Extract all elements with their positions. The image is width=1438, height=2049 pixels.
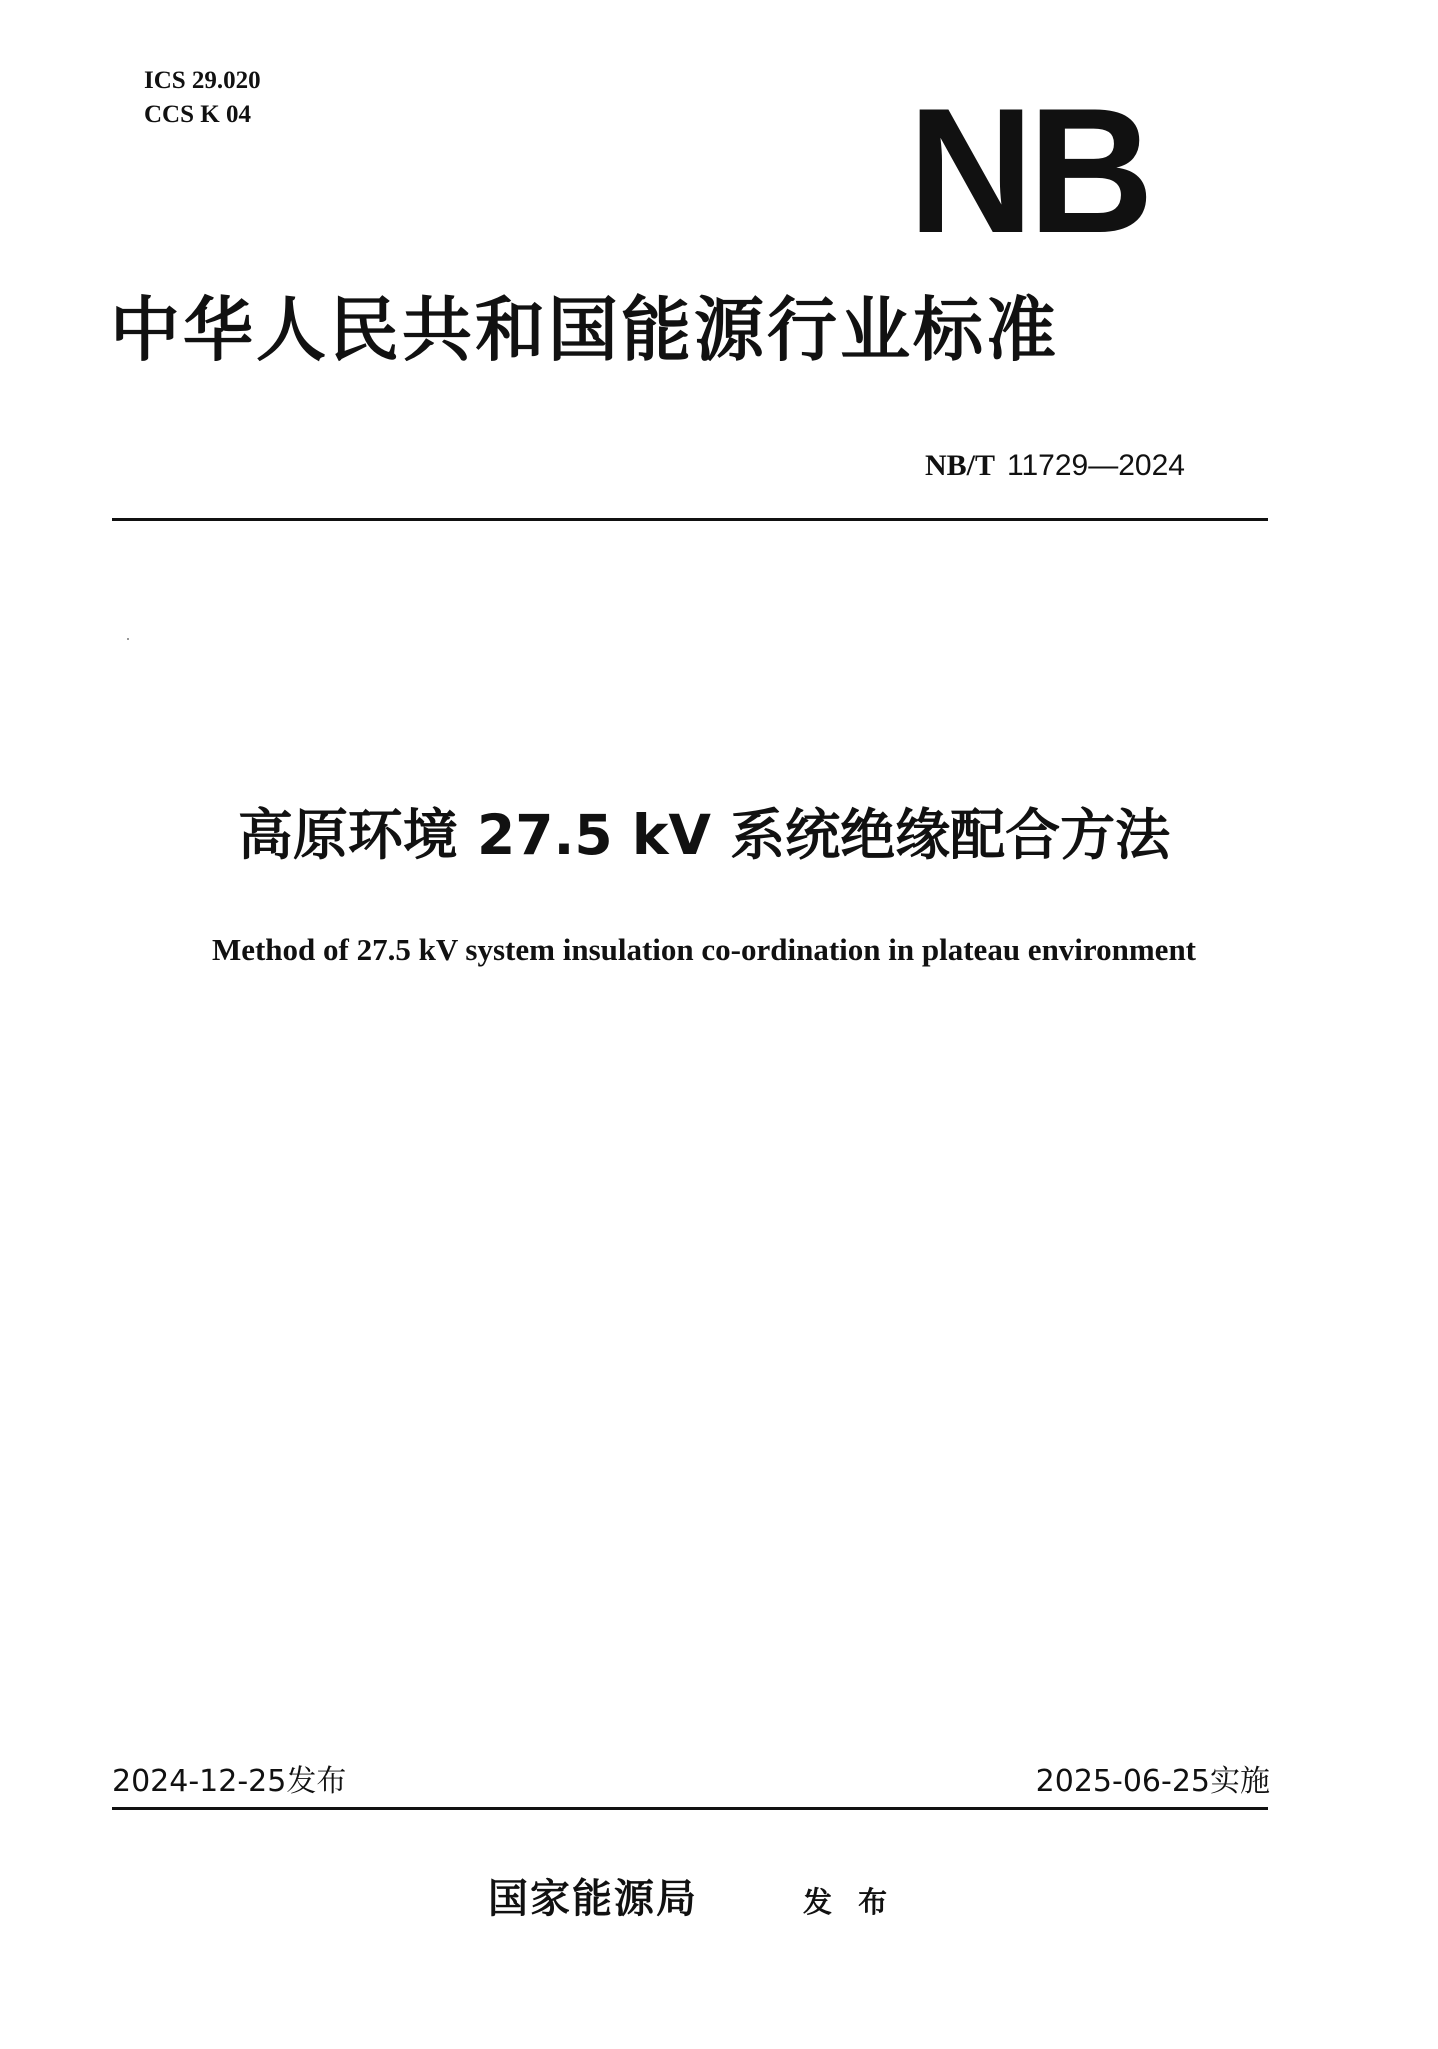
implementation-date: 2025-06-25实施	[1035, 1764, 1270, 1799]
document-title-en: Method of 27.5 kV system insulation co-ordination in plateau environment	[211, 932, 1197, 967]
top-divider	[112, 518, 1268, 521]
issue-date: 2024-12-25发布	[112, 1764, 347, 1799]
bottom-divider	[112, 1807, 1268, 1810]
publish-label: 发 布	[803, 1885, 889, 1919]
nb-logo: NB	[908, 71, 1149, 270]
standard-prefix: NB/T	[925, 449, 996, 482]
document-title-zh: 高原环境 27.5 kV 系统绝缘配合方法	[237, 803, 1171, 867]
ccs-code: CCS K 04	[144, 101, 251, 128]
scan-speck	[127, 638, 129, 640]
publisher-name: 国家能源局	[488, 1876, 698, 1922]
ics-code: ICS 29.020	[144, 67, 261, 94]
standard-code: 11729—2024	[1007, 449, 1185, 482]
standard-number	[925, 448, 1185, 484]
organization-title: 中华人民共和国能源行业标准	[110, 289, 1059, 371]
classification-codes	[144, 64, 261, 132]
